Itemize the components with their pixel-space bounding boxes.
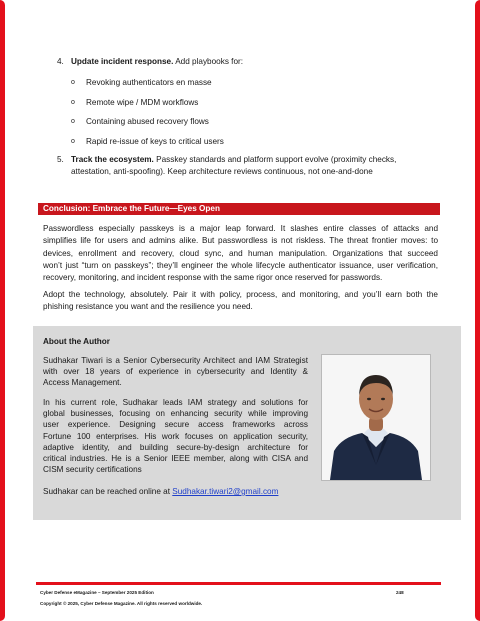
list-item-5 (71, 154, 439, 166)
page-border-right (475, 0, 480, 621)
text-line: recovery, monitoring, and incident response with the same rigor once reserved for passwords. (43, 273, 383, 283)
text-line: phishing resistance you want and the resilience you need. (43, 302, 253, 312)
list-number-4: 4. (57, 57, 64, 66)
sub-list-item (71, 136, 224, 148)
text-line: Sudhakar Tiwari is a Senior Cybersecurity Architect and IAM Strategist (43, 356, 308, 365)
author-contact (43, 486, 323, 497)
bullet-icon: o (71, 138, 75, 145)
sub-list-item-label: Remote wipe / MDM workflows (86, 98, 199, 107)
sub-list-item-label: Rapid re-issue of keys to critical users (86, 137, 224, 146)
text-line: adaptive identity, and building secure-by-design architecture for (43, 442, 308, 452)
section-heading-conclusion: Conclusion: Embrace the Future—Eyes Open (38, 203, 440, 215)
sub-list-item (71, 77, 212, 89)
author-photo (321, 354, 431, 481)
author-bio-2 (43, 397, 308, 475)
text-line: Passwordless especially passkeys is a major leap forward. It slashes entire classes of attacks and (43, 224, 438, 233)
bullet-icon: o (71, 99, 75, 106)
text-line: simplifies life for users and admins alike. But passwordless is not riskless. The threat frontier moves: to (43, 236, 438, 246)
footer-divider (36, 582, 441, 585)
text-line: global businesses, focusing on enhancing security while improving (43, 409, 308, 419)
sub-list-item (71, 97, 199, 109)
page-number: 248 (396, 590, 404, 595)
author-heading: About the Author (43, 337, 110, 346)
text-line: user experience. Designing secure access frameworks across (43, 420, 308, 430)
footer-edition: Cyber Defense eMagazine – September 2025 Edition (40, 590, 154, 595)
list-item-4-title: Update incident response. (71, 57, 174, 66)
sub-list-item (71, 116, 209, 128)
bullet-icon: o (71, 79, 75, 86)
text-line: Fortune 100 enterprises. His work focuses on application security, (43, 431, 308, 441)
footer-copyright: Copyright © 2025, Cyber Defense Magazine. All rights reserved worldwide. (40, 601, 203, 606)
page-border-left (0, 0, 5, 621)
sub-list-item-label: Containing abused recovery flows (86, 117, 209, 126)
list-item-4 (71, 56, 243, 68)
author-bio-1 (43, 355, 308, 389)
list-number-5: 5. (57, 155, 64, 164)
conclusion-paragraph-2 (43, 289, 438, 314)
text-line: Access Management. (43, 378, 122, 388)
list-item-4-text: Add playbooks for: (173, 57, 244, 66)
list-item-5-title: Track the ecosystem. (71, 155, 154, 164)
text-line: devices, enrollment and recovery, cloud sync, and human manipulation. Organizations that succeed (43, 248, 438, 258)
author-email-link[interactable]: Sudhakar.tiwari2@gmail.com (172, 487, 279, 496)
text-line: won’t just “turn on passkeys”; they’ll engineer the whole lifecycle authenticator issuance, user verification, (43, 260, 438, 270)
text-line: In his current role, Sudhakar leads IAM strategy and solutions for (43, 398, 308, 407)
text-line: Adopt the technology, absolutely. Pair it with policy, process, and monitoring, and you’ll earn both the (43, 290, 438, 299)
sub-list-item-label: Revoking authenticators en masse (86, 78, 212, 87)
contact-prefix: Sudhakar can be reached online at (43, 487, 173, 496)
text-line: CISM security certifications (43, 465, 142, 475)
list-item-5-text-line2: attestation, anti-spoofing). Keep architecture reviews continuous, not one-and-done (71, 167, 373, 176)
conclusion-paragraph-1 (43, 223, 438, 284)
author-portrait-icon (322, 355, 430, 480)
text-line: critical industries. He is a Senior IEEE member, along with CISA and (43, 454, 308, 464)
text-line: with over 18 years of experience in cybersecurity and Identity & (43, 367, 308, 377)
list-item-5-text-line1: Passkey standards and platform support evolve (proximity checks, (153, 155, 397, 164)
bullet-icon: o (71, 118, 75, 125)
